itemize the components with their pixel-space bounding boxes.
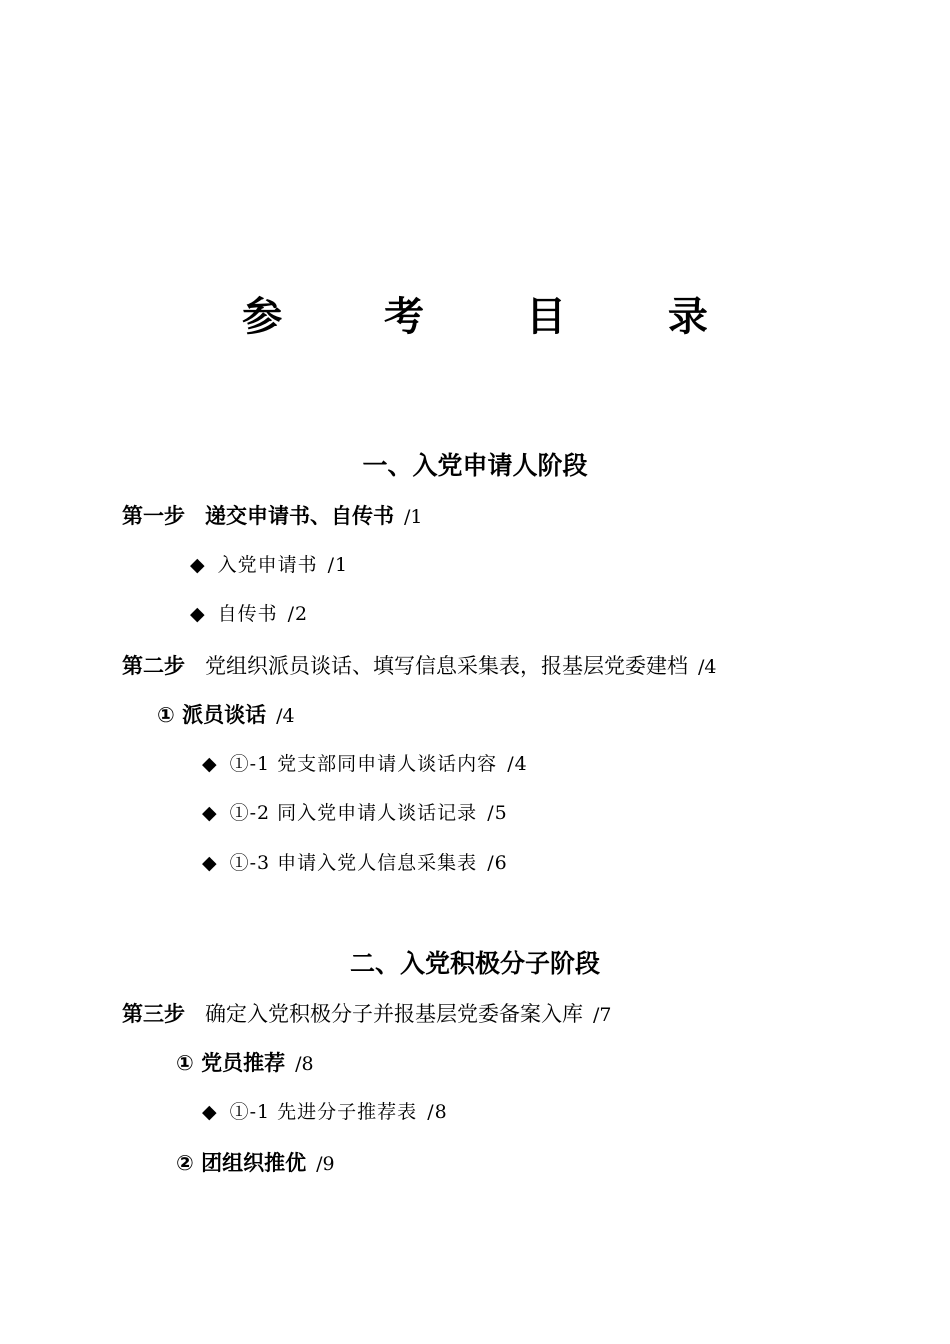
bullet-text: 入党申请书 <box>217 554 318 576</box>
bullet-text: ①-1 先进分子推荐表 <box>229 1101 418 1123</box>
toc-bullet-6 <box>202 1097 448 1124</box>
bullet-text: ①-2 同入党申请人谈话记录 <box>229 802 478 824</box>
toc-bullet-5 <box>202 848 508 875</box>
page-number: /2 <box>287 603 309 625</box>
step-text: 确定入党积极分子并报基层党委备案入库 <box>205 1002 583 1026</box>
page-number: /1 <box>327 554 349 576</box>
page-number: /4 <box>698 656 717 678</box>
page-number: /1 <box>404 506 423 528</box>
page-number: /5 <box>487 802 508 824</box>
step-label: 第二步 <box>122 654 185 678</box>
section-heading-2: 二、入党积极分子阶段 <box>349 949 600 978</box>
toc-sub-2 <box>176 1047 314 1077</box>
step-label: 第一步 <box>122 504 185 528</box>
page-number: /6 <box>487 852 508 874</box>
toc-sub-1 <box>157 699 295 729</box>
diamond-bullet-icon: ◆ <box>190 603 206 625</box>
bullet-text: 自传书 <box>217 603 278 625</box>
section-heading-1: 一、入党申请人阶段 <box>362 451 588 480</box>
sub-text: ② 团组织推优 <box>176 1151 307 1175</box>
page-number: /4 <box>276 705 295 727</box>
toc-sub-3 <box>176 1147 335 1177</box>
diamond-bullet-icon: ◆ <box>202 1101 218 1123</box>
page-number: /8 <box>295 1053 314 1075</box>
page-number: /8 <box>427 1101 448 1123</box>
toc-step-1 <box>122 500 423 530</box>
toc-bullet-1 <box>190 550 348 577</box>
page-number: /9 <box>316 1153 335 1175</box>
step-label: 第三步 <box>122 1002 185 1026</box>
toc-bullet-3 <box>202 749 528 776</box>
diamond-bullet-icon: ◆ <box>202 852 218 874</box>
diamond-bullet-icon: ◆ <box>202 753 218 775</box>
sub-text: ① 派员谈话 <box>157 703 267 727</box>
page-number: /4 <box>507 753 528 775</box>
bullet-text: ①-3 申请入党人信息采集表 <box>229 852 478 874</box>
document-title: 参 考 目 录 <box>242 294 752 340</box>
step-text: 党组织派员谈话、填写信息采集表，报基层党委建档 <box>205 654 688 678</box>
diamond-bullet-icon: ◆ <box>190 554 206 576</box>
toc-step-3 <box>122 998 612 1028</box>
page-number: /7 <box>593 1004 612 1026</box>
toc-bullet-2 <box>190 599 308 626</box>
step-text: 递交申请书、自传书 <box>205 504 394 528</box>
sub-text: ① 党员推荐 <box>176 1051 286 1075</box>
toc-bullet-4 <box>202 798 508 825</box>
diamond-bullet-icon: ◆ <box>202 802 218 824</box>
bullet-text: ①-1 党支部同申请人谈话内容 <box>229 753 498 775</box>
toc-step-2 <box>122 650 717 680</box>
